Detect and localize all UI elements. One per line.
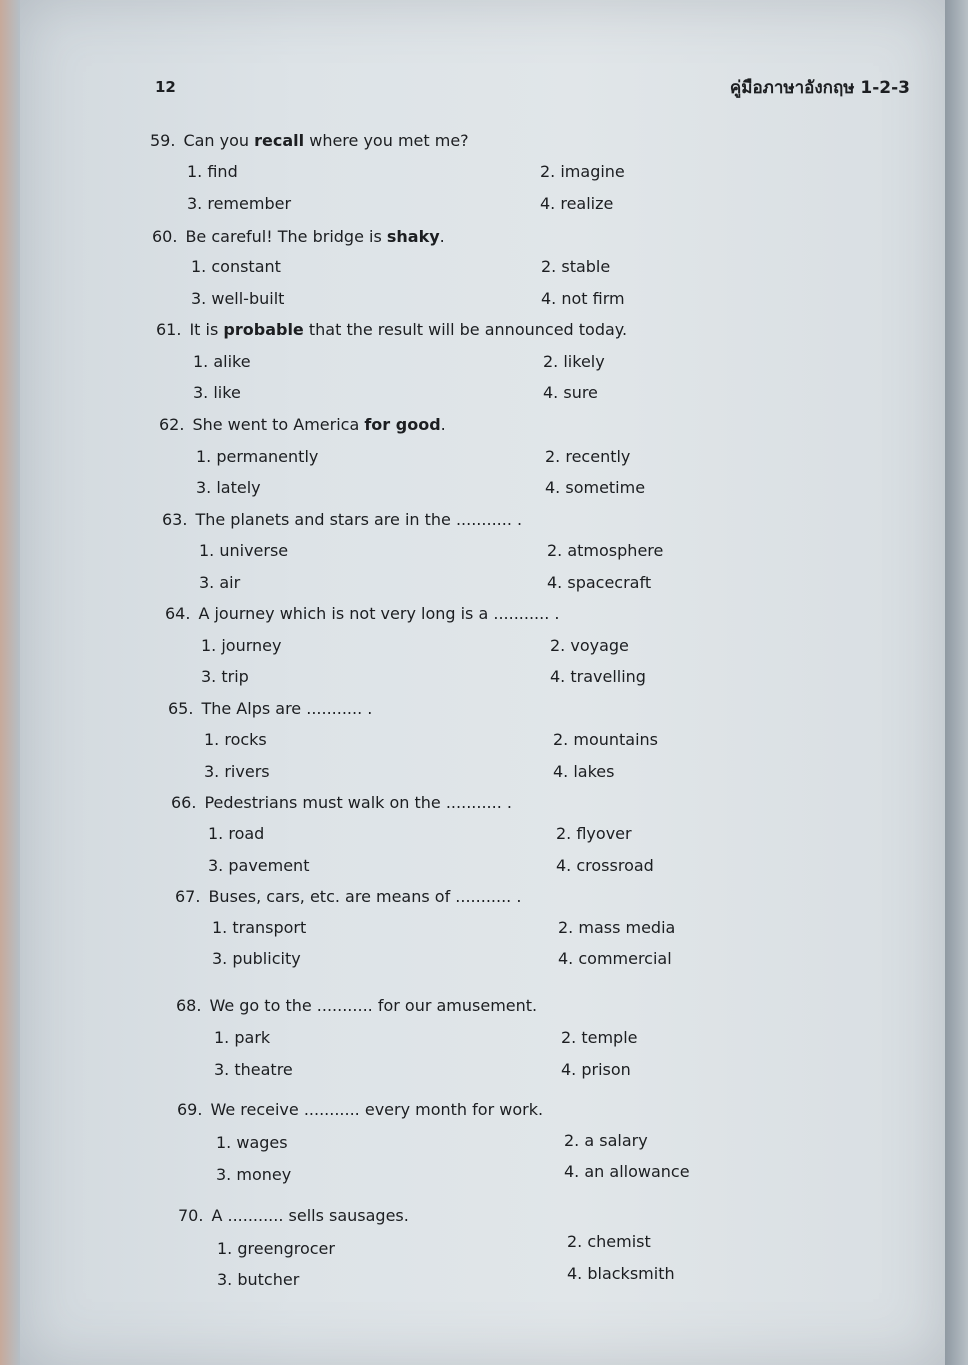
answer-option: 4. travelling: [550, 667, 646, 686]
answer-option: 4. realize: [540, 194, 614, 213]
question-67: [175, 887, 521, 907]
question-69: [177, 1100, 543, 1120]
answer-option: 2. mountains: [553, 730, 659, 749]
question-number: 66.: [171, 793, 197, 812]
answer-option: 2. mass media: [558, 918, 676, 937]
question-keyword: probable: [223, 320, 304, 339]
answer-option: 2. atmosphere: [547, 541, 664, 560]
answer-option: 2. flyover: [556, 824, 632, 843]
answer-option: 3. publicity: [212, 949, 301, 968]
answer-option: 4. prison: [561, 1060, 631, 1079]
answer-option: 2. recently: [545, 447, 631, 466]
answer-option: 2. a salary: [564, 1131, 648, 1150]
question-64: [165, 604, 559, 624]
answer-option: 4. sure: [543, 383, 598, 402]
left-background-edge: [0, 0, 20, 1365]
answer-option: 1. universe: [199, 541, 289, 560]
answer-option: 3. pavement: [208, 856, 310, 875]
question-text: It is: [189, 320, 224, 339]
question-text-end: .: [440, 415, 446, 434]
answer-option: 1. find: [187, 162, 238, 181]
question-text: Buses, cars, etc. are means of ........... .: [208, 887, 522, 906]
answer-option: 3. rivers: [204, 762, 270, 781]
answer-option: 1. journey: [201, 636, 282, 655]
question-number: 61.: [156, 320, 182, 339]
answer-option: 4. lakes: [553, 762, 615, 781]
question-65: [168, 699, 372, 719]
question-text: We go to the ........... for our amusement.: [209, 996, 538, 1015]
answer-option: 2. imagine: [540, 162, 625, 181]
question-text: A ........... sells sausages.: [211, 1206, 409, 1225]
question-70: [178, 1206, 409, 1226]
answer-option: 1. wages: [216, 1133, 288, 1152]
question-text-end: that the result will be announced today.: [303, 320, 628, 339]
question-text: A journey which is not very long is a ........... .: [198, 604, 560, 623]
question-text-end: .: [439, 227, 445, 246]
question-61: [156, 320, 627, 340]
answer-option: 4. sometime: [545, 478, 646, 497]
question-text: She went to America: [192, 415, 365, 434]
answer-option: 3. butcher: [217, 1270, 300, 1289]
answer-option: 3. remember: [187, 194, 292, 213]
question-number: 60.: [152, 227, 178, 246]
question-68: [176, 996, 537, 1016]
answer-option: 4. not firm: [541, 289, 625, 308]
answer-option: 1. permanently: [196, 447, 319, 466]
question-number: 65.: [168, 699, 194, 718]
question-number: 64.: [165, 604, 191, 623]
question-number: 59.: [150, 131, 176, 150]
question-number: 63.: [162, 510, 188, 529]
question-text: The planets and stars are in the ........... .: [195, 510, 523, 529]
question-keyword: for good: [364, 415, 441, 434]
answer-option: 4. spacecraft: [547, 573, 652, 592]
answer-option: 3. money: [216, 1165, 292, 1184]
answer-option: 1. park: [214, 1028, 271, 1047]
question-60: [152, 227, 445, 247]
answer-option: 3. air: [199, 573, 241, 592]
book-page: [20, 0, 945, 1365]
question-66: [171, 793, 512, 813]
question-number: 67.: [175, 887, 201, 906]
answer-option: 2. chemist: [567, 1232, 651, 1251]
answer-option: 1. road: [208, 824, 265, 843]
book-title: คู่มือภาษาอังกฤษ 1-2-3: [729, 78, 910, 98]
answer-option: 3. lately: [196, 478, 261, 497]
question-text: Can you: [183, 131, 255, 150]
answer-option: 1. rocks: [204, 730, 267, 749]
question-63: [162, 510, 522, 530]
answer-option: 2. likely: [543, 352, 605, 371]
question-59: [150, 131, 469, 151]
question-text-end: where you met me?: [304, 131, 469, 150]
answer-option: 1. transport: [212, 918, 307, 937]
answer-option: 2. temple: [561, 1028, 638, 1047]
question-number: 69.: [177, 1100, 203, 1119]
question-keyword: shaky: [386, 227, 440, 246]
answer-option: 4. blacksmith: [567, 1264, 675, 1283]
question-text: Pedestrians must walk on the ........... .: [204, 793, 512, 812]
question-number: 70.: [178, 1206, 204, 1225]
page-number: 12: [155, 78, 176, 96]
answer-option: 1. greengrocer: [217, 1239, 335, 1258]
answer-option: 4. an allowance: [564, 1162, 690, 1181]
right-background-edge: [945, 0, 968, 1365]
question-text: The Alps are ........... .: [201, 699, 373, 718]
answer-option: 4. crossroad: [556, 856, 654, 875]
answer-option: 2. voyage: [550, 636, 629, 655]
question-number: 68.: [176, 996, 202, 1015]
answer-option: 1. alike: [193, 352, 251, 371]
answer-option: 1. constant: [191, 257, 281, 276]
question-text: Be careful! The bridge is: [185, 227, 387, 246]
page-header: [155, 78, 910, 102]
question-keyword: recall: [254, 131, 305, 150]
question-62: [159, 415, 446, 435]
answer-option: 4. commercial: [558, 949, 672, 968]
answer-option: 3. trip: [201, 667, 249, 686]
answer-option: 2. stable: [541, 257, 611, 276]
question-number: 62.: [159, 415, 185, 434]
answer-option: 3. well-built: [191, 289, 285, 308]
answer-option: 3. theatre: [214, 1060, 293, 1079]
answer-option: 3. like: [193, 383, 241, 402]
question-text: We receive ........... every month for work.: [210, 1100, 544, 1119]
